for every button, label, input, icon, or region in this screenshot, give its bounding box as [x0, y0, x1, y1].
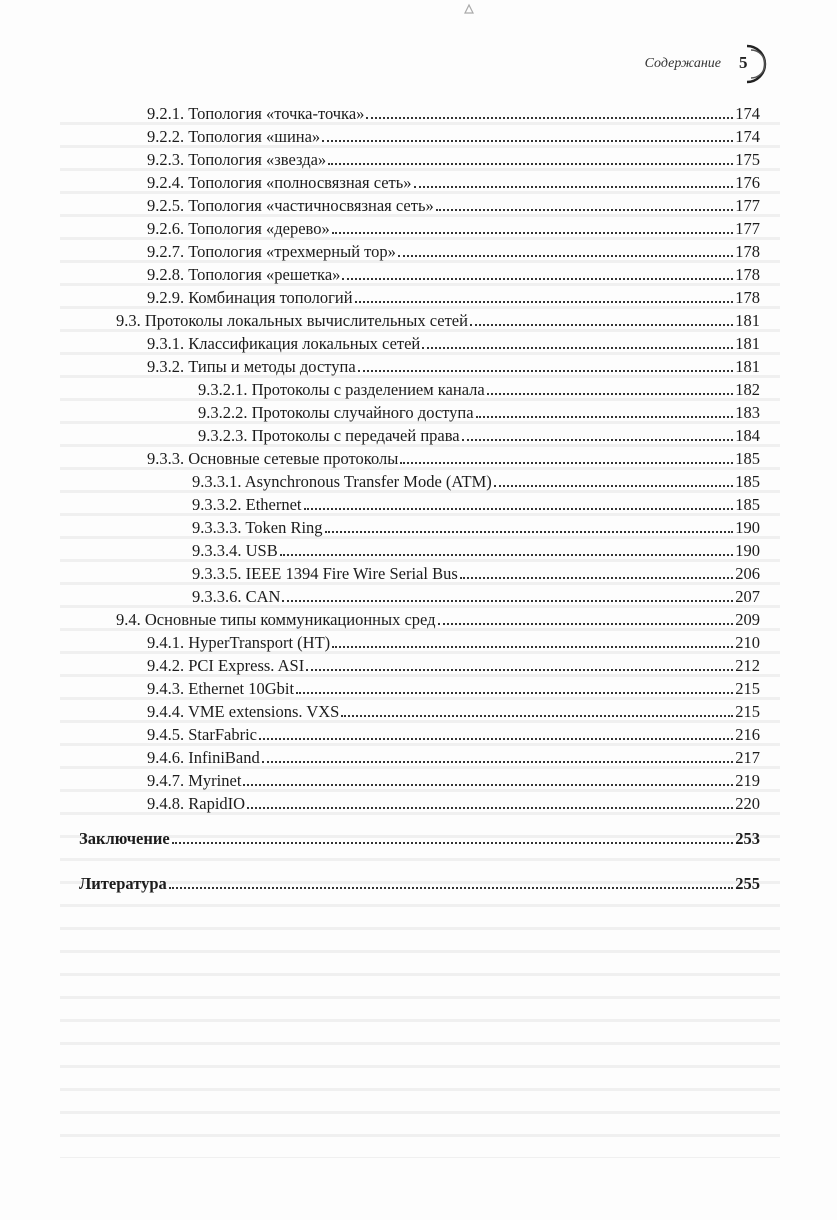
page-header: [645, 44, 767, 84]
toc-entry: [147, 446, 760, 469]
toc-leader-dots: [282, 600, 733, 602]
page-number: 5: [739, 53, 748, 72]
toc-entry-title: Литература: [79, 874, 167, 893]
toc-entry-title: 9.3.3.4. USB: [192, 541, 278, 560]
toc-entry-page: 253: [735, 829, 760, 848]
toc-entry-page: 178: [735, 288, 760, 307]
toc-entry-page: 176: [735, 173, 760, 192]
toc-leader-dots: [476, 416, 734, 418]
toc-entry-page: 255: [735, 874, 760, 893]
toc-entry-page: 190: [735, 518, 760, 537]
toc-entry-page: 181: [735, 357, 760, 376]
toc-entry: [147, 745, 760, 768]
toc-leader-dots: [398, 255, 733, 257]
toc-leader-dots: [262, 761, 734, 763]
toc-entry-page: 220: [735, 794, 760, 813]
toc-leader-dots: [355, 301, 734, 303]
toc-entry-page: 185: [735, 472, 760, 491]
toc-entry-page: 174: [735, 127, 760, 146]
toc-entry: [198, 423, 760, 446]
toc-leader-dots: [494, 485, 734, 487]
toc-entry: [147, 101, 760, 124]
toc-leader-dots: [328, 163, 733, 165]
toc-leader-dots: [422, 347, 733, 349]
toc-entry-title: 9.3.2.1. Протоколы с разделением канала: [198, 380, 485, 399]
toc-entry-title: 9.3.1. Классификация локальных сетей: [147, 334, 421, 353]
toc-leader-dots: [332, 646, 733, 648]
toc-entry-title: 9.2.9. Комбинация топологий: [147, 288, 353, 307]
toc-leader-dots: [296, 692, 733, 694]
toc-leader-dots: [358, 370, 734, 372]
toc-entry: [192, 515, 760, 538]
toc-entry-title: 9.2.5. Топология «частичносвязная сеть»: [147, 196, 434, 215]
toc-entry: [147, 285, 760, 308]
toc-entry-title: 9.2.3. Топология «звезда»: [147, 150, 327, 169]
toc-leader-dots: [460, 577, 734, 579]
toc-entry-title: 9.3.2.3. Протоколы с передачей права: [198, 426, 460, 445]
toc-entry-title: 9.3.2.2. Протоколы случайного доступа: [198, 403, 474, 422]
toc-entry-page: 181: [735, 311, 760, 330]
toc-entry-page: 219: [735, 771, 760, 790]
toc-entry: [192, 584, 760, 607]
toc-entry: [147, 331, 760, 354]
toc-entry: [192, 469, 760, 492]
toc-leader-dots: [341, 715, 733, 717]
toc-leader-dots: [470, 324, 733, 326]
toc-entry: [116, 607, 760, 630]
toc-entry-title: 9.2.6. Топология «дерево»: [147, 219, 330, 238]
toc-leader-dots: [243, 784, 733, 786]
toc-entry-title: 9.4.5. StarFabric: [147, 725, 257, 744]
toc-entry-title: 9.4. Основные типы коммуникационных сред: [116, 610, 436, 629]
toc-entry: [147, 791, 760, 814]
toc-entry-title: 9.3.3. Основные сетевые протоколы: [147, 449, 399, 468]
toc-entry-title: 9.4.1. HyperTransport (HT): [147, 633, 331, 652]
toc-leader-dots: [306, 669, 733, 671]
toc-entry-title: 9.4.4. VME extensions. VXS: [147, 702, 340, 721]
toc-entry: [147, 630, 760, 653]
toc-entry: [116, 308, 760, 331]
toc-entry-page: 174: [735, 104, 760, 123]
toc-entry-title: 9.4.6. InfiniBand: [147, 748, 260, 767]
toc-entry: [147, 768, 760, 791]
toc-leader-dots: [438, 623, 734, 625]
toc-leader-dots: [462, 439, 734, 441]
toc-entry: [192, 561, 760, 584]
toc-entry: [147, 354, 760, 377]
toc-entry: [147, 239, 760, 262]
toc-leader-dots: [325, 531, 734, 533]
toc-entry-page: 184: [735, 426, 760, 445]
toc-entry: [192, 538, 760, 561]
toc-leader-dots: [400, 462, 733, 464]
toc-entry-page: 209: [735, 610, 760, 629]
toc-entry-title: 9.3.3.1. Asynchronous Transfer Mode (ATM): [192, 472, 492, 491]
toc-entry-title: 9.4.3. Ethernet 10Gbit: [147, 679, 295, 698]
toc-entry-page: 217: [735, 748, 760, 767]
toc-entry-title: 9.2.1. Топология «точка-точка»: [147, 104, 365, 123]
toc-entry: [147, 170, 760, 193]
toc-entry-title: 9.3. Протоколы локальных вычислительных сетей: [116, 311, 468, 330]
toc-entry-title: 9.3.3.2. Ethernet: [192, 495, 302, 514]
toc-entry-title: 9.2.7. Топология «трехмерный тор»: [147, 242, 396, 261]
toc-entry-page: 216: [735, 725, 760, 744]
toc-entry-title: Заключение: [79, 829, 170, 848]
toc-entry: [198, 377, 760, 400]
toc-entry-title: 9.4.2. PCI Express. ASI: [147, 656, 305, 675]
toc-entry-page: 206: [735, 564, 760, 583]
toc-entry-page: 185: [735, 495, 760, 514]
toc-entry-page: 207: [735, 587, 760, 606]
toc-entry: [147, 653, 760, 676]
scan-mark-icon: [462, 2, 476, 16]
toc-entry-page: 182: [735, 380, 760, 399]
toc-leader-dots: [487, 393, 734, 395]
toc-leader-dots: [169, 887, 733, 889]
toc-entry: [147, 262, 760, 285]
toc-entry-page: 177: [735, 219, 760, 238]
toc-entry-conclusion: [79, 826, 760, 849]
toc-leader-dots: [280, 554, 734, 556]
toc-leader-dots: [304, 508, 734, 510]
toc-entry: [147, 216, 760, 239]
toc-entry-title: 9.2.2. Топология «шина»: [147, 127, 321, 146]
toc-leader-dots: [259, 738, 733, 740]
toc-entry-page: 185: [735, 449, 760, 468]
toc-entry-page: 175: [735, 150, 760, 169]
toc-entry: [192, 492, 760, 515]
toc-entry: [147, 676, 760, 699]
toc-entry-title: 9.3.3.3. Token Ring: [192, 518, 323, 537]
toc-entry: [147, 147, 760, 170]
running-title: Содержание: [644, 56, 721, 71]
toc-entry-page: 215: [735, 702, 760, 721]
toc-entry-page: 183: [735, 403, 760, 422]
toc-entry-title: 9.3.3.6. CAN: [192, 587, 281, 606]
toc-entry-title: 9.3.2. Типы и методы доступа: [147, 357, 356, 376]
toc-entry-page: 178: [735, 242, 760, 261]
toc-entry-page: 212: [735, 656, 760, 675]
toc-entry-page: 210: [735, 633, 760, 652]
toc-entry-title: 9.4.7. Myrinet: [147, 771, 242, 790]
toc-entry: [147, 699, 760, 722]
page-number-badge: [733, 44, 767, 84]
toc-entry: [147, 193, 760, 216]
toc-leader-dots: [414, 186, 734, 188]
toc-leader-dots: [366, 117, 733, 119]
toc-entry-page: 178: [735, 265, 760, 284]
toc-leader-dots: [436, 209, 734, 211]
toc-entry-page: 177: [735, 196, 760, 215]
toc-entry: [147, 124, 760, 147]
toc-entry-title: 9.4.8. RapidIO: [147, 794, 246, 813]
toc-leader-dots: [332, 232, 734, 234]
toc-entry-bibliography: [79, 871, 760, 894]
toc-entry-title: 9.2.8. Топология «решетка»: [147, 265, 341, 284]
toc-leader-dots: [322, 140, 733, 142]
toc-entry-page: 181: [735, 334, 760, 353]
toc-leader-dots: [172, 842, 734, 844]
toc-entry-page: 190: [735, 541, 760, 560]
toc-leader-dots: [247, 807, 733, 809]
toc-entry: [147, 722, 760, 745]
toc-entry-title: 9.2.4. Топология «полносвязная сеть»: [147, 173, 412, 192]
toc-entry-title: 9.3.3.5. IEEE 1394 Fire Wire Serial Bus: [192, 564, 458, 583]
toc-entry-page: 215: [735, 679, 760, 698]
toc-entry: [198, 400, 760, 423]
toc-leader-dots: [342, 278, 733, 280]
